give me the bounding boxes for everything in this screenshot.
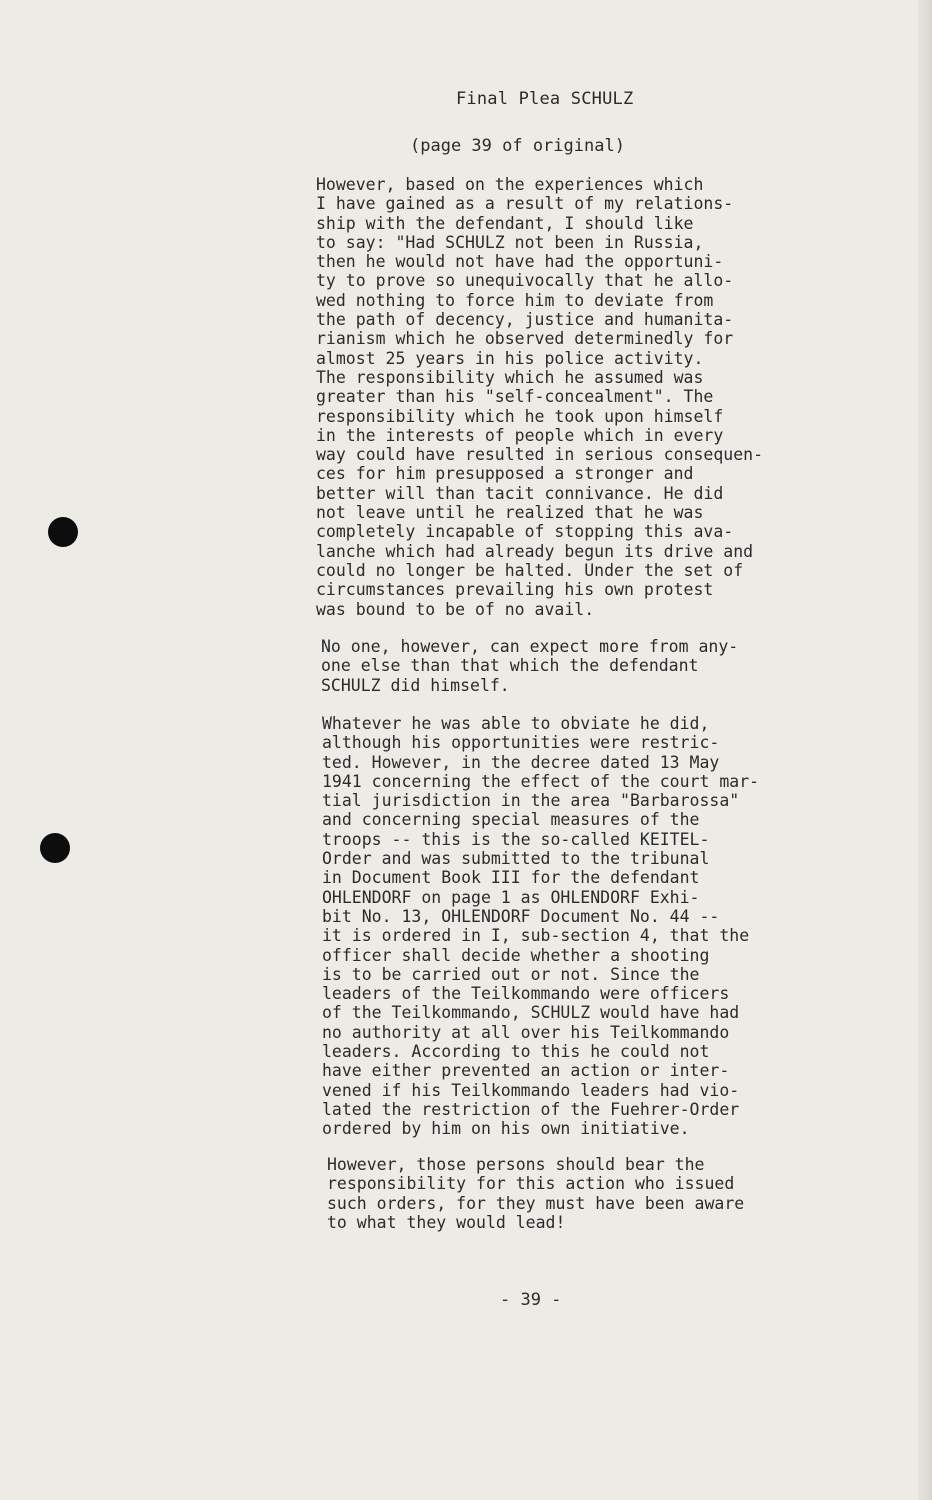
text-line: is to be carried out or not. Since the <box>322 964 700 984</box>
text-line: ty to prove so unequivocally that he allo- <box>316 271 734 291</box>
text-line: in the interests of people which in every <box>316 425 724 445</box>
text-line: to what they would lead! <box>327 1212 566 1232</box>
document-title: Final Plea SCHULZ <box>456 89 634 109</box>
text-line: no authority at all over his Teilkommando <box>322 1022 730 1042</box>
text-line: better will than tacit connivance. He did <box>316 483 724 503</box>
text-line: of the Teilkommando, SCHULZ would have had <box>322 1003 740 1023</box>
text-line: it is ordered in I, sub-section 4, that the <box>322 926 750 946</box>
text-line: was bound to be of no avail. <box>316 599 595 619</box>
text-line: the path of decency, justice and humanita- <box>316 310 734 330</box>
punch-hole-lower <box>40 833 70 863</box>
text-line: bit No. 13, OHLENDORF Document No. 44 -- <box>322 906 720 926</box>
text-line: although his opportunities were restric- <box>322 733 720 753</box>
paragraph-1 <box>316 175 763 619</box>
text-line: rianism which he observed determinedly for <box>316 329 734 349</box>
page-edge-shadow <box>918 0 932 1500</box>
text-line: ces for him presupposed a stronger and <box>316 464 694 484</box>
text-line: and concerning special measures of the <box>322 810 700 830</box>
text-line: in Document Book III for the defendant <box>322 868 700 888</box>
paragraph-3 <box>322 714 759 1139</box>
text-line: way could have resulted in serious consequen- <box>316 445 764 465</box>
paragraph-4 <box>327 1155 744 1232</box>
text-line: could no longer be halted. Under the set of <box>316 560 744 580</box>
text-line: almost 25 years in his police activity. <box>316 348 704 368</box>
text-line: lanche which had already begun its drive and <box>316 541 754 561</box>
text-line: such orders, for they must have been aware <box>327 1193 745 1213</box>
text-line: ship with the defendant, I should like <box>316 213 694 233</box>
text-line: However, those persons should bear the <box>327 1155 705 1174</box>
text-line: greater than his "self-concealment". The <box>316 387 714 407</box>
text-line: troops -- this is the so-called KEITEL- <box>322 829 710 849</box>
text-line: circumstances prevailing his own protest <box>316 580 714 600</box>
punch-hole-upper <box>48 517 78 547</box>
text-line: have either prevented an action or inter- <box>322 1061 730 1081</box>
text-line: 1941 concerning the effect of the court mar- <box>322 771 760 791</box>
text-line: wed nothing to force him to deviate from <box>316 290 714 310</box>
text-line: leaders. According to this he could not <box>322 1042 710 1062</box>
text-line: SCHULZ did himself. <box>321 675 510 695</box>
text-line: responsibility for this action who issued <box>327 1174 735 1194</box>
document-subtitle: (page 39 of original) <box>410 136 625 156</box>
text-line: one else than that which the defendant <box>321 656 699 676</box>
text-line: The responsibility which he assumed was <box>316 367 704 387</box>
text-line: No one, however, can expect more from any- <box>321 637 739 656</box>
text-line: leaders of the Teilkommando were officers <box>322 984 730 1004</box>
page-number: - 39 - <box>500 1290 562 1310</box>
text-line: tial jurisdiction in the area "Barbarossa" <box>322 791 740 811</box>
text-line: Order and was submitted to the tribunal <box>322 849 710 869</box>
text-line: officer shall decide whether a shooting <box>322 945 710 965</box>
text-line: responsibility which he took upon himself <box>316 406 724 426</box>
text-line: lated the restriction of the Fuehrer-Order <box>322 1099 740 1119</box>
text-line: ted. However, in the decree dated 13 May <box>322 752 720 772</box>
text-line: then he would not have had the opportuni- <box>316 252 724 272</box>
text-line: OHLENDORF on page 1 as OHLENDORF Exhi- <box>322 887 700 907</box>
text-line: completely incapable of stopping this ava- <box>316 522 734 542</box>
text-line: I have gained as a result of my relations- <box>316 194 734 214</box>
paragraph-2 <box>321 637 738 695</box>
text-line: Whatever he was able to obviate he did, <box>322 714 710 733</box>
text-line: vened if his Teilkommando leaders had vio- <box>322 1080 740 1100</box>
text-line: not leave until he realized that he was <box>316 503 704 523</box>
text-line: However, based on the experiences which <box>316 175 704 194</box>
text-line: to say: "Had SCHULZ not been in Russia, <box>316 232 704 252</box>
text-line: ordered by him on his own initiative. <box>322 1119 690 1139</box>
